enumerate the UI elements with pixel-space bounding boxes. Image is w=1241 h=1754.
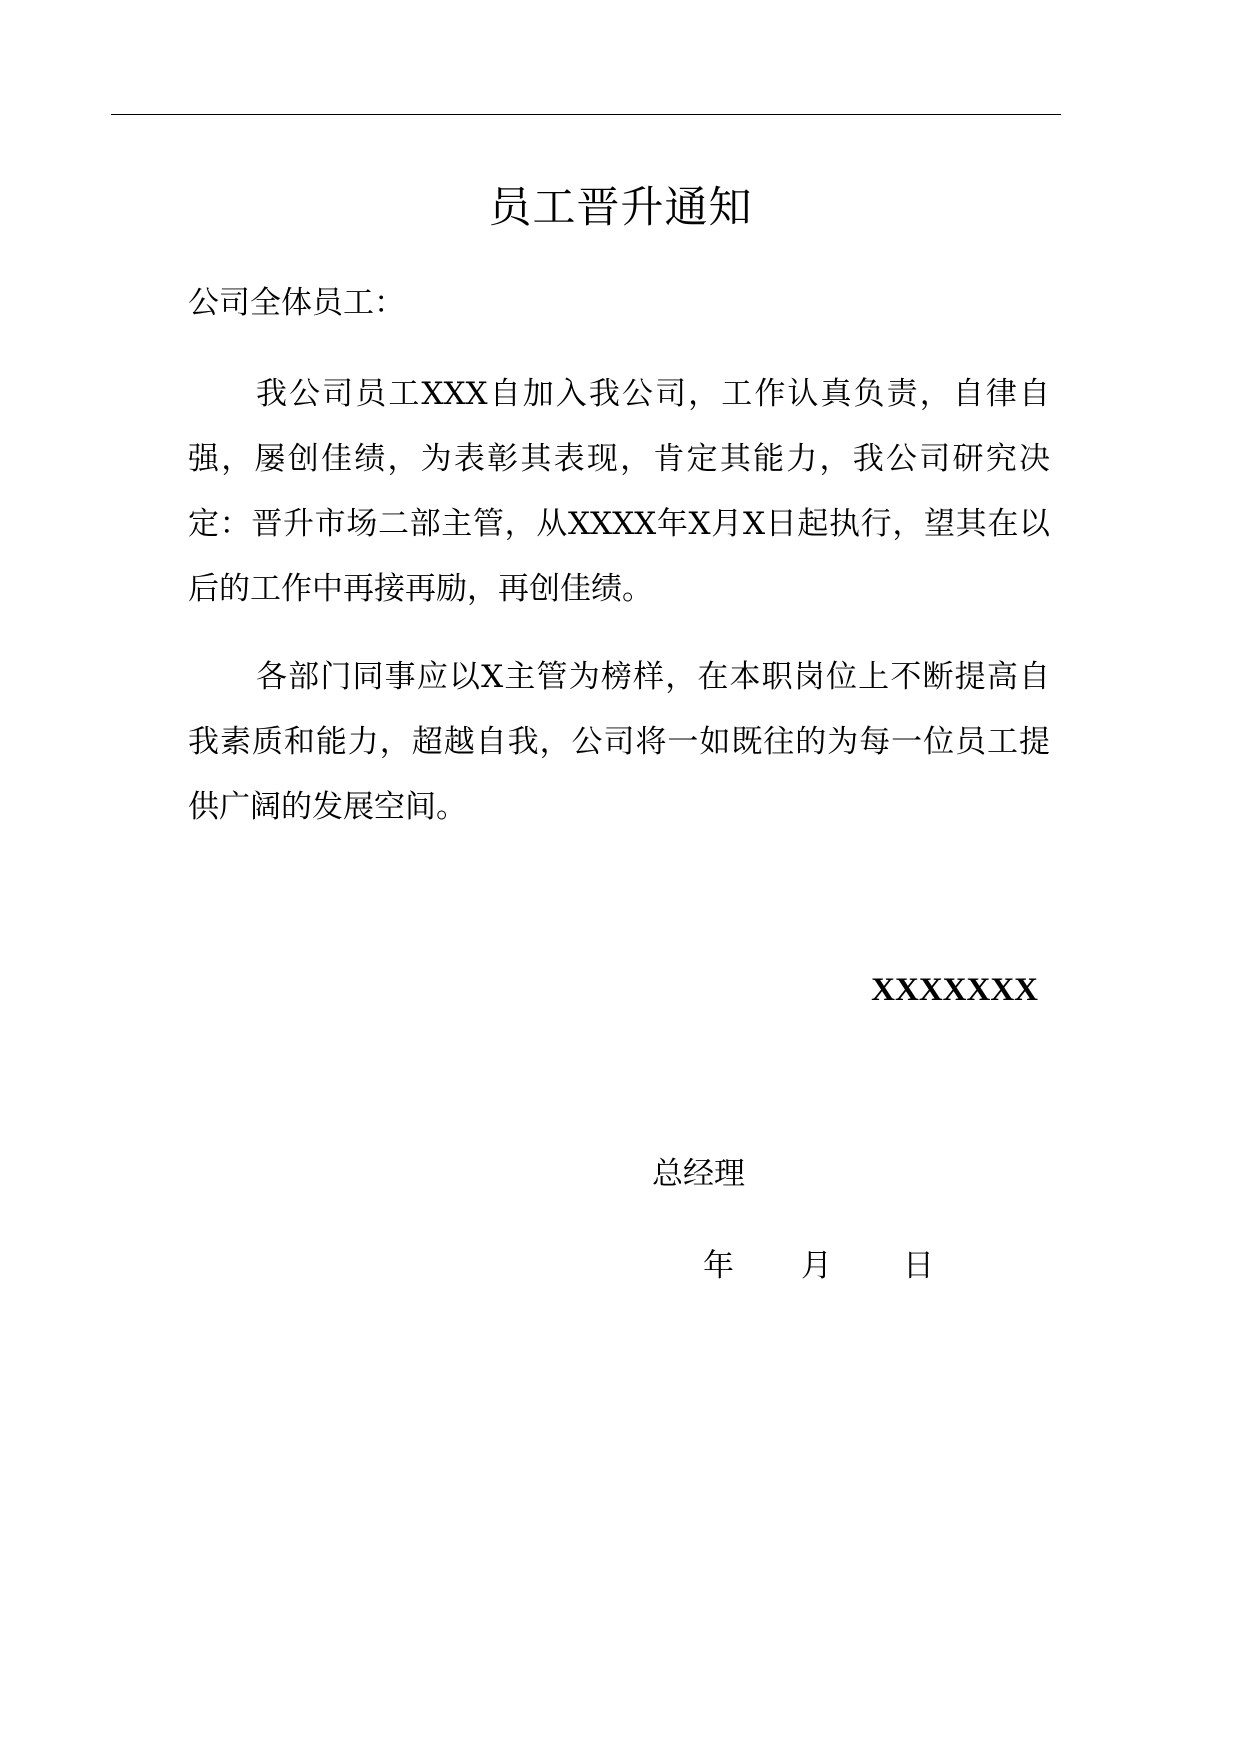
date-year-label: 年 — [703, 1248, 734, 1284]
date-day-label: 日 — [903, 1248, 934, 1284]
date-month-label: 月 — [801, 1248, 832, 1284]
date-line — [703, 1244, 934, 1288]
company-name: XXXXXXX — [871, 972, 1038, 1008]
header-rule — [111, 114, 1061, 115]
body-paragraph-1: 我公司员工XXX自加入我公司，工作认真负责，自律自强，屡创佳绩，为表彰其表现，肯定其能力，我公司研究决定：晋升市场二部主管，从XXXX年X月X日起执行，望其在以后的工作中再接再励，再创佳绩。 — [188, 376, 1050, 607]
signer-title: 总经理 — [652, 1156, 745, 1192]
document-title: 员工晋升通知 — [488, 183, 753, 233]
body-paragraph-2: 各部门同事应以X主管为榜样，在本职岗位上不断提高自我素质和能力，超越自我，公司将一如既往的为每一位员工提供广阔的发展空间。 — [188, 659, 1050, 825]
salutation: 公司全体员工： — [188, 285, 405, 321]
